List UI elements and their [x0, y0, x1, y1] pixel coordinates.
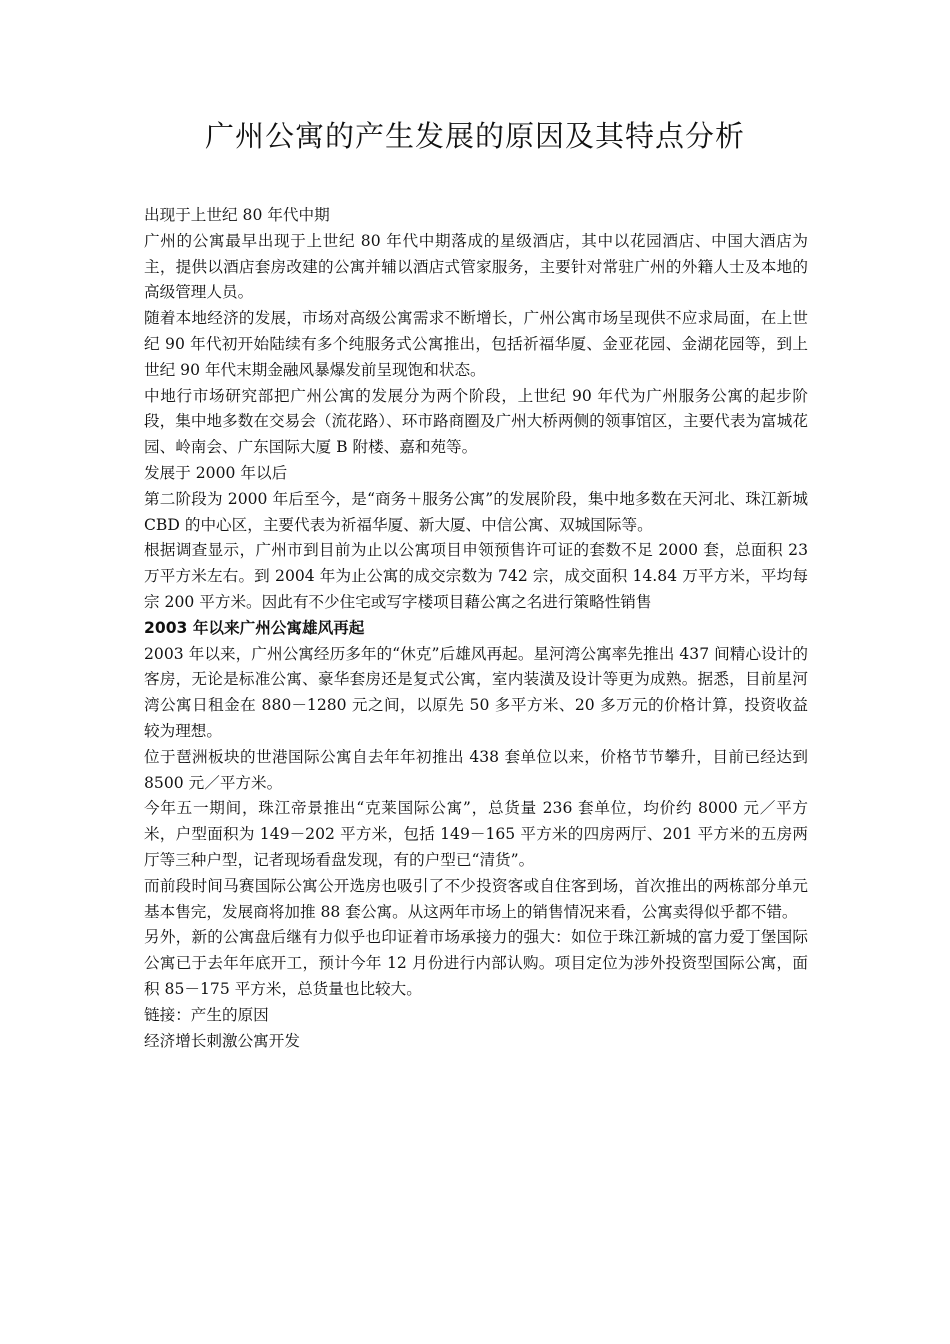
section-heading: 2003 年以来广州公寓雄风再起: [144, 618, 365, 637]
sub-heading: 经济增长刺激公寓开发: [144, 1031, 300, 1050]
paragraph: 2003 年以来，广州公寓经历多年的“休克”后雄风再起。星河湾公寓率先推出 437 间精心设计的客房，无论是标准公寓、豪华套房还是复式公寓，室内装潢及设计等更为成熟。据悉，目前星河湾公寓日租金在 880－1280 元之间，以原先 50 多平方米、20 多万元的价格计算，投资收益较为理想。: [144, 644, 808, 740]
document-title: 广州公寓的产生发展的原因及其特点分析: [204, 119, 745, 153]
paragraph: 今年五一期间，珠江帝景推出“克莱国际公寓”，总货量 236 套单位，均价约 8000 元／平方米，户型面积为 149－202 平方米，包括 149－165 平方米的四房两厅、201 平方米的五房两厅等三种户型，记者现场看盘发现，有的户型已“清货”。: [144, 799, 808, 869]
link-heading: 链接：产生的原因: [144, 1005, 269, 1024]
paragraph: 而前段时间马赛国际公寓公开选房也吸引了不少投资客或自住客到场，首次推出的两栋部分单元基本售完，发展商将加推 88 套公寓。从这两年市场上的销售情况来看，公寓卖得似乎都不错。: [144, 876, 808, 921]
paragraph: 位于琶洲板块的世港国际公寓自去年年初推出 438 套单位以来，价格节节攀升，目前已经达到 8500 元／平方米。: [144, 747, 808, 792]
document-body: [144, 203, 808, 1054]
paragraph: 随着本地经济的发展，市场对高级公寓需求不断增长，广州公寓市场呈现供不应求局面，在上世纪 90 年代初开始陆续有多个纯服务式公寓推出，包括祈福华厦、金亚花园、金湖花园等，到上世纪 90 年代末期金融风暴爆发前呈现饱和状态。: [144, 309, 808, 379]
paragraph: 另外，新的公寓盘后继有力似乎也印证着市场承接力的强大：如位于珠江新城的富力爱丁堡国际公寓已于去年年底开工，预计今年 12 月份进行内部认购。项目定位为涉外投资型国际公寓，面积 85－175 平方米，总货量也比较大。: [144, 928, 808, 998]
paragraph: 广州的公寓最早出现于上世纪 80 年代中期落成的星级酒店，其中以花园酒店、中国大酒店为主，提供以酒店套房改建的公寓并辅以酒店式管家服务，主要针对常驻广州的外籍人士及本地的高级管理人员。: [144, 231, 808, 302]
section-heading: 发展于 2000 年以后: [144, 463, 288, 482]
section-heading: 出现于上世纪 80 年代中期: [144, 206, 330, 224]
paragraph: 第二阶段为 2000 年后至今，是“商务＋服务公寓”的发展阶段，集中地多数在天河北、珠江新城 CBD 的中心区，主要代表为祈福华厦、新大厦、中信公寓、双城国际等。: [144, 489, 808, 534]
paragraph: 根据调查显示，广州市到目前为止以公寓项目申领预售许可证的套数不足 2000 套，总面积 23 万平方米左右。到 2004 年为止公寓的成交宗数为 742 宗，成交面积 14.84 万平方米，平均每宗 200 平方米。因此有不少住宅或写字楼项目藉公寓之名进行策略性销售: [144, 541, 808, 611]
paragraph: 中地行市场研究部把广州公寓的发展分为两个阶段，上世纪 90 年代为广州服务公寓的起步阶段，集中地多数在交易会（流花路）、环市路商圈及广州大桥两侧的领事馆区，主要代表为富城花园、岭南会、广东国际大厦 B 附楼、嘉和苑等。: [144, 386, 808, 457]
